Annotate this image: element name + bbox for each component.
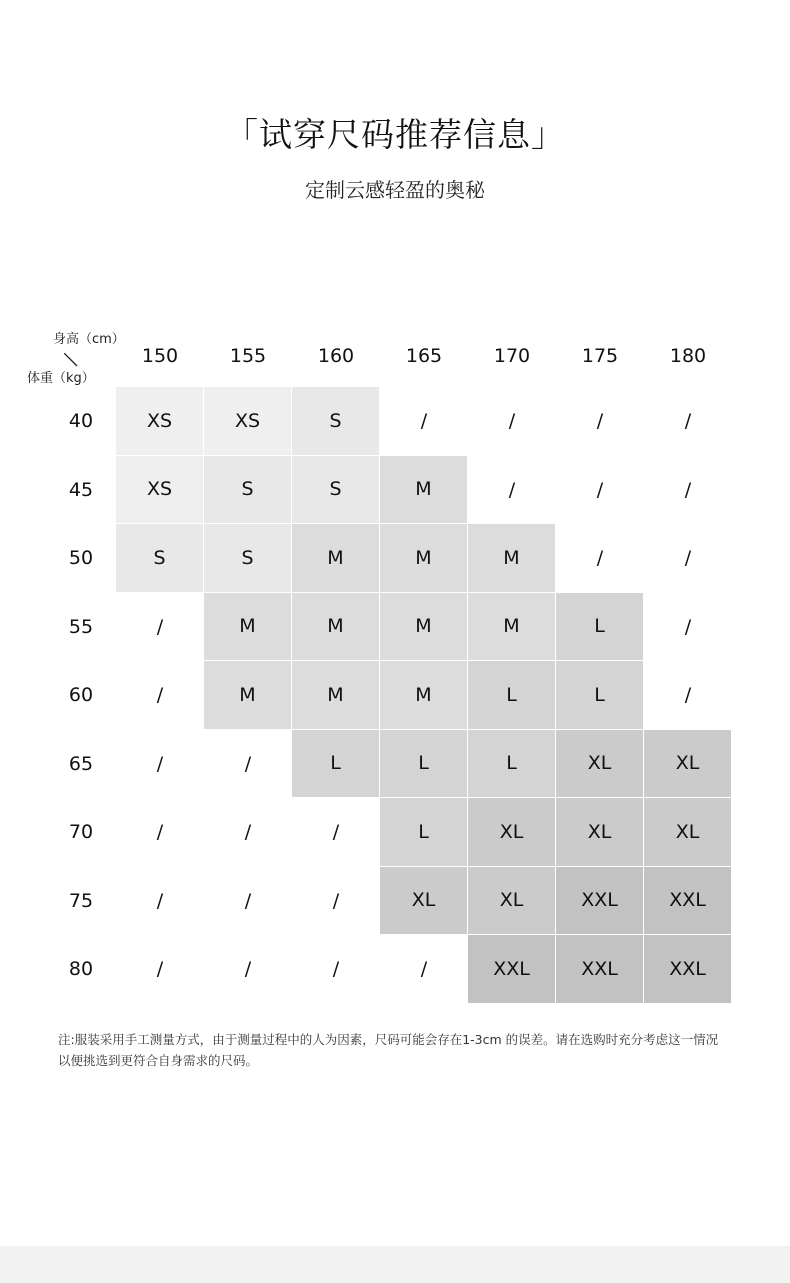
note-line: 以便挑选到更符合自身需求的尺码。 — [58, 1053, 259, 1068]
size-cell: / — [244, 752, 252, 775]
size-cell: / — [332, 821, 340, 844]
footer-band — [0, 1246, 790, 1283]
size-cell: / — [332, 889, 340, 912]
size-cell: / — [596, 547, 604, 570]
size-cell: / — [684, 684, 692, 707]
size-cell: M — [292, 661, 380, 730]
weight-header-1: 45 — [68, 478, 94, 501]
size-cell: M — [292, 593, 380, 662]
size-cell: / — [420, 958, 428, 981]
size-cell: L — [556, 593, 644, 662]
weight-header-8: 80 — [68, 958, 94, 980]
height-header-2: 160 — [317, 345, 355, 367]
size-cell: / — [332, 958, 340, 981]
size-cell: S — [116, 524, 204, 593]
size-cell: / — [508, 410, 516, 433]
size-cell: L — [468, 730, 556, 799]
size-cell: XXL — [644, 867, 732, 936]
size-cell: S — [204, 524, 292, 593]
weight-header-4: 60 — [68, 684, 94, 706]
size-cell: / — [156, 615, 164, 638]
size-cell: / — [684, 478, 692, 501]
size-cell: XL — [556, 730, 644, 799]
size-cell: / — [684, 410, 692, 433]
size-cell: XXL — [556, 935, 644, 1004]
size-cell: / — [244, 958, 252, 981]
note-line: 注:服装采用手工测量方式，由于测量过程中的人为因素，尺码可能会存在1-3cm 的误差。请在选购时充分考虑这一情况 — [58, 1032, 719, 1047]
size-cell: / — [156, 821, 164, 844]
size-cell: / — [684, 615, 692, 638]
size-cell: XXL — [468, 935, 556, 1004]
size-cell: L — [292, 730, 380, 799]
size-cell: / — [156, 752, 164, 775]
size-cell: / — [244, 889, 252, 912]
measurement-note — [58, 1029, 738, 1071]
height-axis-label: 身高（cm） — [53, 332, 125, 347]
height-header-5: 175 — [581, 345, 619, 367]
size-cell: / — [420, 410, 428, 433]
height-header-6: 180 — [669, 345, 707, 367]
size-cell: M — [380, 593, 468, 662]
height-header-3: 165 — [405, 345, 443, 367]
size-cell: XXL — [644, 935, 732, 1004]
size-cell: XL — [380, 867, 468, 936]
size-cell: M — [380, 456, 468, 525]
size-cell: M — [204, 661, 292, 730]
size-cell: M — [468, 524, 556, 593]
height-header-0: 150 — [141, 345, 179, 367]
weight-header-3: 55 — [68, 615, 94, 638]
size-cell: / — [244, 821, 252, 844]
size-cell: L — [380, 798, 468, 867]
size-cell: XS — [116, 387, 204, 456]
size-cell: L — [380, 730, 468, 799]
size-cell: M — [292, 524, 380, 593]
weight-header-2: 50 — [68, 547, 94, 569]
weight-header-7: 75 — [68, 889, 94, 912]
size-cell: XL — [468, 867, 556, 936]
weight-header-0: 40 — [68, 410, 94, 432]
size-cell: XL — [644, 730, 732, 799]
size-cell: XL — [468, 798, 556, 867]
size-cell: / — [596, 410, 604, 433]
size-cell: S — [204, 456, 292, 525]
page-subtitle: 定制云感轻盈的奥秘 — [305, 178, 485, 202]
size-cell: / — [156, 958, 164, 981]
size-cell: / — [508, 478, 516, 501]
weight-axis-label: 体重（kg） — [27, 371, 95, 386]
size-cell: M — [204, 593, 292, 662]
size-cell: / — [596, 478, 604, 501]
size-cell: S — [292, 456, 380, 525]
size-cell: / — [156, 684, 164, 707]
size-cell: M — [468, 593, 556, 662]
size-cell: M — [380, 661, 468, 730]
size-cell: L — [468, 661, 556, 730]
weight-header-5: 65 — [68, 752, 94, 775]
size-cell: XL — [556, 798, 644, 867]
size-cell: S — [292, 387, 380, 456]
corner-divider-line — [64, 353, 78, 367]
weight-header-6: 70 — [68, 821, 94, 843]
size-cell: / — [156, 889, 164, 912]
size-cell: XS — [116, 456, 204, 525]
size-cell: M — [380, 524, 468, 593]
size-cell: XL — [644, 798, 732, 867]
size-cell: XXL — [556, 867, 644, 936]
size-cell: / — [684, 547, 692, 570]
height-header-1: 155 — [229, 345, 267, 367]
size-cell: XS — [204, 387, 292, 456]
page-title: 「试穿尺码推荐信息」 — [225, 115, 565, 154]
size-cell: L — [556, 661, 644, 730]
height-header-4: 170 — [493, 345, 531, 367]
